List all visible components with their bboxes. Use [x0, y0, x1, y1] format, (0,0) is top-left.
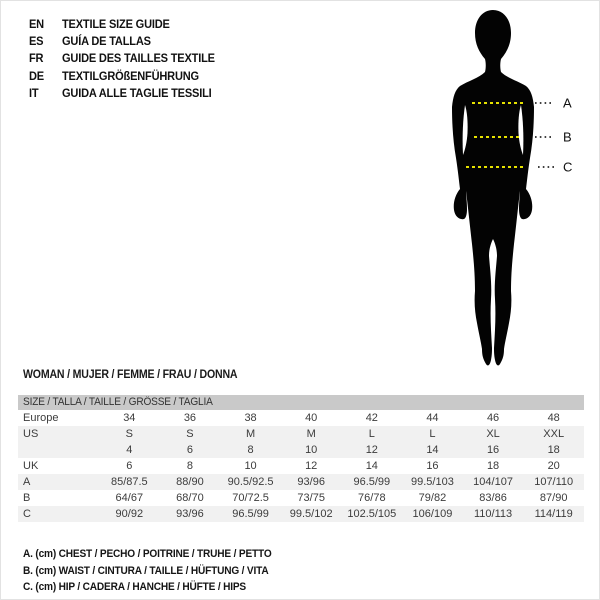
- table-row: [18, 458, 584, 474]
- table-cell: 93/96: [176, 508, 204, 520]
- row-label: Europe: [23, 412, 59, 424]
- woman-silhouette: [452, 10, 534, 365]
- language-title: GUIDE DES TAILLES TEXTILE: [62, 51, 215, 66]
- section-title: [23, 369, 256, 381]
- table-cell: 96.5/99: [353, 476, 391, 488]
- language-code: IT: [29, 85, 39, 100]
- table-cell: S: [186, 428, 194, 440]
- table-cell: 6: [186, 444, 193, 456]
- table-cell: 20: [547, 460, 560, 472]
- table-cell: 83/86: [479, 492, 507, 504]
- table-cell: 96.5/99: [232, 508, 269, 520]
- legend-text: A. (cm) CHEST / PECHO / POITRINE / TRUHE / PETTO: [23, 548, 272, 560]
- table-cell: 87/90: [539, 492, 568, 504]
- table-cell: L: [368, 428, 375, 440]
- legend-row: [23, 563, 293, 580]
- row-label: A: [23, 476, 31, 488]
- table-cell: 44: [426, 412, 439, 424]
- size-table: [18, 395, 584, 522]
- table-row: [18, 442, 584, 458]
- language-row: [29, 32, 228, 49]
- table-cell: 99.5/103: [411, 476, 454, 488]
- table-cell: 14: [365, 460, 378, 472]
- woman-silhouette-figure: [411, 1, 591, 381]
- measurement-legend: [23, 546, 293, 596]
- legend-text: C. (cm) HIP / CADERA / HANCHE / HÜFTE / HIPS: [23, 581, 246, 594]
- table-cell: 16: [486, 444, 500, 456]
- language-title: GUIDA ALLE TAGLIE TESSILI: [62, 85, 212, 100]
- table-cell: 18: [547, 444, 560, 456]
- table-cell: 40: [305, 412, 318, 424]
- table-cell: 46: [486, 412, 500, 424]
- table-cell: 18: [486, 460, 500, 472]
- hip-label: C: [563, 159, 573, 175]
- table-cell: 114/119: [534, 508, 573, 520]
- table-cell: 8: [186, 460, 193, 472]
- table-cell: 107/110: [534, 476, 574, 488]
- table-row: [18, 426, 584, 442]
- table-cell: 42: [365, 412, 378, 424]
- table-cell: 88/90: [176, 476, 204, 488]
- row-label: B: [23, 492, 31, 504]
- table-cell: 12: [365, 444, 378, 456]
- legend-row: [23, 546, 293, 563]
- table-cell: 102.5/105: [347, 508, 397, 520]
- table-cell: 34: [123, 412, 136, 424]
- table-cell: 12: [305, 460, 318, 472]
- language-code: DE: [29, 68, 44, 83]
- table-row: [18, 506, 584, 522]
- language-title: TEXTILGRÖßENFÜHRUNG: [62, 68, 199, 83]
- table-cell: 90/92: [115, 508, 144, 520]
- row-label: [18, 442, 99, 458]
- table-cell: 14: [426, 444, 439, 456]
- table-cell: 85/87.5: [110, 476, 148, 488]
- legend-text: B. (cm) WAIST / CINTURA / TAILLE / HÜFTUNG / VITA: [23, 564, 269, 577]
- language-title: TEXTILE SIZE GUIDE: [62, 16, 170, 31]
- row-label: US: [23, 428, 39, 440]
- table-cell: 99.5/102: [289, 508, 333, 520]
- table-row: [18, 474, 584, 490]
- table-cell: 106/109: [412, 508, 453, 520]
- language-row: [29, 67, 228, 84]
- table-cell: S: [125, 428, 133, 440]
- legend-row: [23, 579, 293, 596]
- table-cell: 76/78: [358, 492, 386, 504]
- table-cell: 93/96: [297, 476, 325, 488]
- row-label: C: [23, 508, 31, 520]
- table-cell: M: [306, 428, 316, 440]
- table-cell: 90.5/92.5: [227, 476, 274, 488]
- language-row: [29, 15, 228, 32]
- language-code: FR: [29, 51, 44, 66]
- waist-label: B: [563, 129, 572, 145]
- table-cell: XXL: [543, 428, 565, 440]
- table-cell: 8: [247, 444, 254, 456]
- table-cell: 79/82: [418, 492, 447, 504]
- table-row: [18, 490, 584, 506]
- language-list: [29, 15, 228, 101]
- table-cell: XL: [486, 428, 500, 440]
- size-table-body: [18, 410, 584, 522]
- table-cell: 36: [183, 412, 197, 424]
- language-row: [29, 50, 228, 67]
- table-cell: 16: [426, 460, 439, 472]
- table-cell: 68/70: [176, 492, 204, 504]
- language-title: GUÍA DE TALLAS: [62, 33, 151, 48]
- table-cell: 6: [126, 460, 133, 472]
- table-cell: 73/75: [297, 492, 325, 504]
- table-cell: 110/113: [473, 508, 513, 520]
- row-label: UK: [23, 460, 39, 472]
- language-code: ES: [29, 33, 44, 48]
- table-cell: 4: [126, 444, 133, 456]
- table-cell: 10: [244, 460, 257, 472]
- chest-label: A: [563, 95, 572, 111]
- language-code: EN: [29, 16, 44, 31]
- language-row: [29, 84, 228, 101]
- table-cell: 38: [244, 412, 257, 424]
- table-cell: 64/67: [115, 492, 144, 504]
- table-cell: 10: [305, 444, 318, 456]
- size-table-header-text: SIZE / TALLA / TAILLE / GRÖSSE / TAGLIA: [23, 396, 213, 408]
- table-cell: L: [429, 428, 436, 440]
- table-cell: 104/107: [473, 476, 513, 488]
- table-row: [18, 410, 584, 426]
- table-cell: M: [245, 428, 256, 440]
- table-cell: 48: [547, 412, 560, 424]
- size-table-header: [18, 395, 584, 410]
- table-cell: 70/72.5: [232, 492, 269, 504]
- section-title-text: WOMAN / MUJER / FEMME / FRAU / DONNA: [23, 369, 238, 381]
